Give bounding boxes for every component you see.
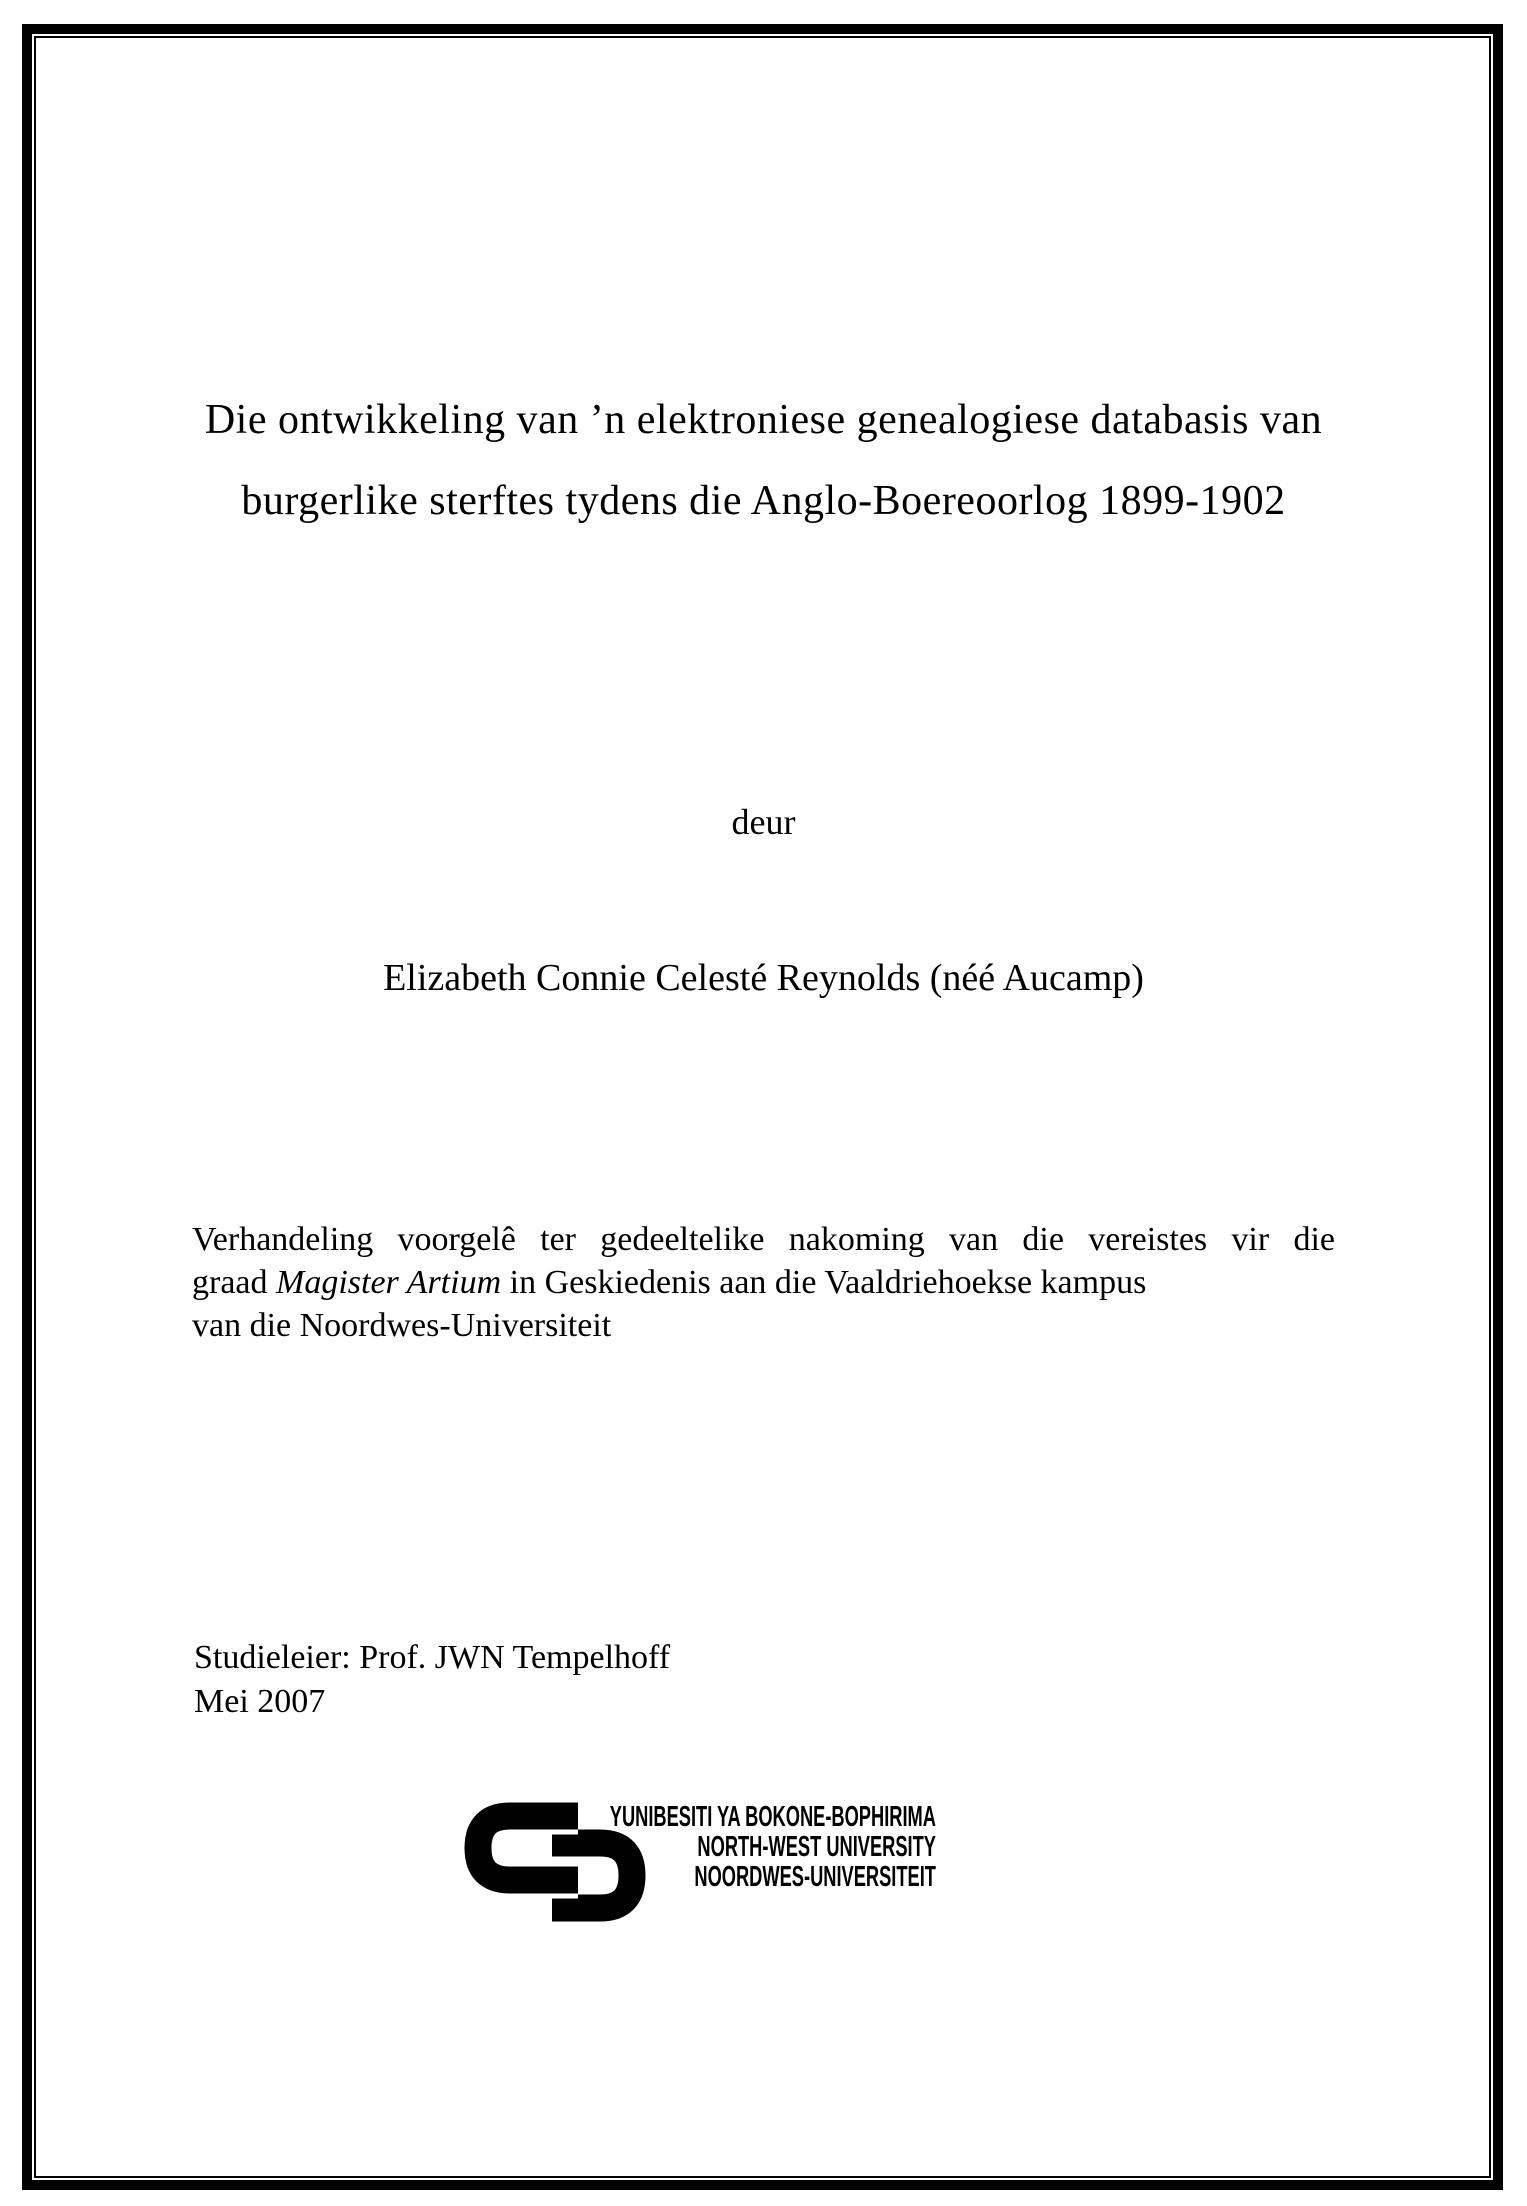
logo-line-afrikaans: NOORDWES-UNIVERSITEIT: [694, 1861, 936, 1893]
date-line: Mei 2007: [194, 1683, 326, 1720]
author-name: Elizabeth Connie Celesté Reynolds (néé Aucamp): [383, 957, 1144, 999]
thesis-title-line-2: burgerlike sterftes tydens die Anglo-Boereoorlog 1899-1902: [241, 478, 1286, 524]
thesis-title-line-1: Die ontwikkeling van ’n elektroniese genealogiese databasis van: [204, 397, 1323, 443]
thesis-title: [192, 380, 1335, 542]
description-line-3: van die Noordwes-Universiteit: [192, 1307, 612, 1344]
university-logo: [455, 1790, 1095, 1940]
university-logo-text: [563, 1802, 936, 1892]
description-line-1: Verhandeling voorgelê ter gedeeltelike nakoming van die vereistes vir die: [192, 1221, 1335, 1258]
description-line-2-pre: graad: [192, 1264, 277, 1301]
supervisor-block: [194, 1636, 1194, 1724]
description-line-2: [192, 1261, 1335, 1304]
byline-label: deur: [731, 802, 796, 842]
degree-name: Magister Artium: [276, 1264, 502, 1301]
thesis-description: [192, 1218, 1335, 1347]
logo-line-setswana: YUNIBESITI YA BOKONE-BOPHIRIMA: [609, 1801, 936, 1833]
logo-line-english: NORTH-WEST UNIVERSITY: [697, 1831, 936, 1863]
description-line-2-post: in Geskiedenis aan die Vaaldriehoekse kampus: [501, 1264, 1147, 1301]
supervisor-line: Studieleier: Prof. JWN Tempelhoff: [194, 1639, 671, 1676]
